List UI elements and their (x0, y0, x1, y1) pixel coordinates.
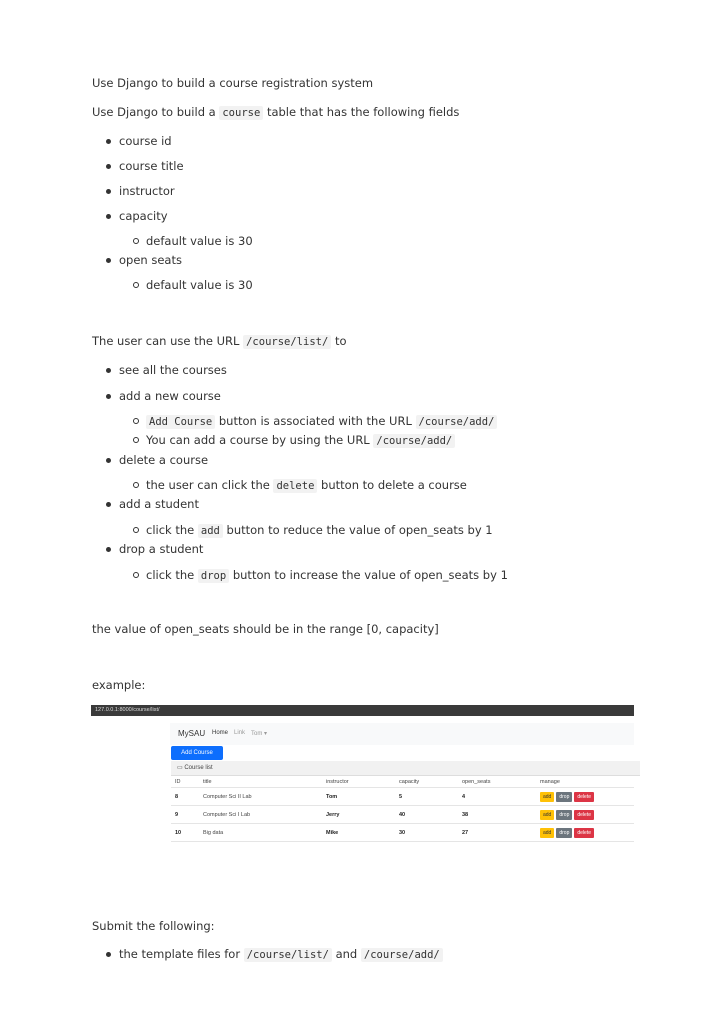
add-course-button: Add Course (171, 746, 223, 760)
col-instructor: instructor (322, 776, 395, 788)
list-item: open seats (119, 253, 182, 267)
table-row: 8 Computer Sci II Lab Tom 5 4 add drop delete (171, 788, 634, 806)
col-capacity: capacity (395, 776, 458, 788)
url-line: The user can use the URL /course/list/ to (92, 334, 347, 348)
list-item: course id (119, 134, 172, 148)
card-header: ▭ Course list (171, 761, 640, 776)
nav-home: Home (212, 730, 229, 736)
table-row: 9 Computer Sci I Lab Jerry 40 38 add drop delete (171, 806, 634, 824)
drop-button: drop (556, 792, 572, 802)
add-button: add (540, 792, 554, 802)
intro: Use Django to build a course table that has the following fields (92, 105, 460, 119)
list-item: delete a course (119, 453, 209, 467)
list-item: see all the courses (119, 363, 227, 377)
browser-url-bar: 127.0.0.1:8000/course/list/ (91, 705, 634, 716)
col-id: ID (171, 776, 199, 788)
submit-heading: Submit the following: (92, 919, 215, 933)
drop-button: drop (556, 810, 572, 820)
list-item: drop a student (119, 542, 204, 556)
add-button: add (540, 828, 554, 838)
delete-button: delete (574, 828, 594, 838)
list-item: the user can click the delete button to delete a course (146, 478, 467, 492)
list-item: capacity (119, 209, 168, 223)
navbar (170, 723, 634, 745)
col-open-seats: open_seats (458, 776, 536, 788)
title: Use Django to build a course registration system (92, 76, 374, 90)
col-manage: manage (536, 776, 634, 788)
list-item: default value is 30 (146, 278, 253, 292)
list-item: add a new course (119, 389, 221, 403)
nav-link: Link (234, 730, 246, 736)
delete-button: delete (574, 792, 594, 802)
add-button: add (540, 810, 554, 820)
table-row: 10 Big data Mike 30 27 add drop delete (171, 824, 634, 842)
col-title: title (199, 776, 322, 788)
range-note: the value of open_seats should be in the range [0, capacity] (92, 622, 439, 636)
nav-user: Tom ▾ (251, 731, 268, 737)
brand: MySAU (178, 729, 206, 738)
list-item: instructor (119, 184, 175, 198)
example-screenshot (91, 705, 634, 847)
list-item: add a student (119, 497, 199, 511)
list-item: default value is 30 (146, 234, 253, 248)
list-item: click the add button to reduce the value of open_seats by 1 (146, 523, 493, 537)
drop-button: drop (556, 828, 572, 838)
list-item: the template files for /course/list/ and /course/add/ (119, 946, 443, 963)
course-table (171, 776, 634, 842)
list-item: click the drop button to increase the value of open_seats by 1 (146, 568, 508, 582)
delete-button: delete (574, 810, 594, 820)
list-item: You can add a course by using the URL /course/add/ (146, 432, 455, 449)
list-item: course title (119, 159, 184, 173)
list-item: Add Course button is associated with the URL /course/add/ (146, 413, 497, 430)
example-label: example: (92, 678, 146, 692)
